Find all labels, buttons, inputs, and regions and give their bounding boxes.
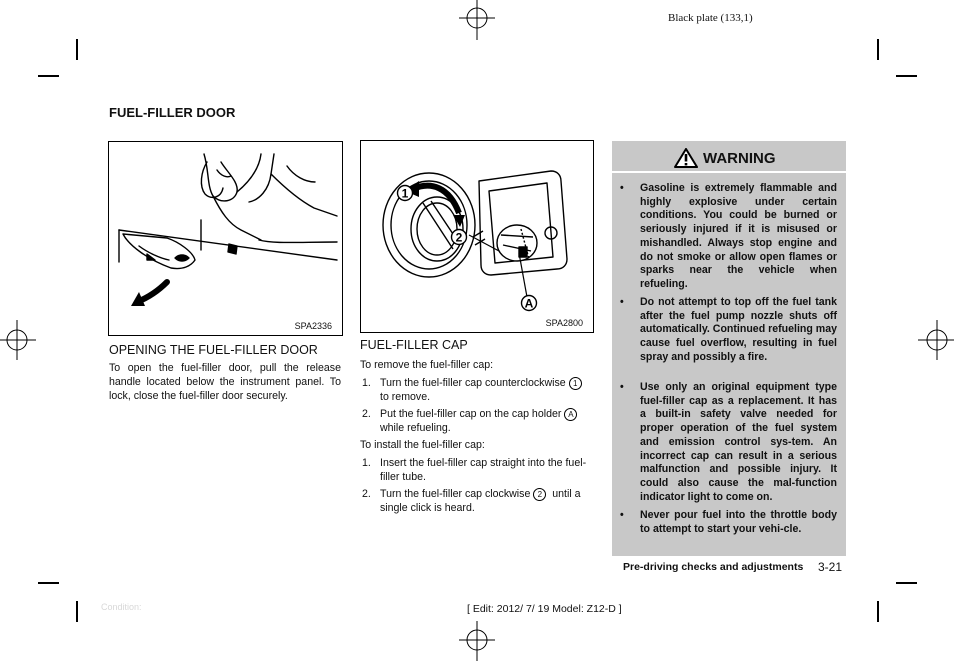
crop-mark — [877, 601, 879, 622]
opening-paragraph: To open the fuel-filler door, pull the release handle located below the instrument panel. To lock, close the fuel-filler door securely. — [109, 362, 341, 402]
warning-box: WARNING • Gasoline is extremely flammable and highly explosive under certain conditions. You could be burned or seriously injured if it is misused or mishandled. Always stop engine and do not smoke or allow open flames or sparks near the vehicle when refueling. • Do not attempt to top off the fuel tank after the fuel pump nozzle shuts off automatically. Continued refueling may cause fuel overflow, resulting in fuel spray and possibly a fire. • Use only an original equipment type fuel-filler cap as a replacement. It has a built-in safety valve needed for proper operation of the fuel system and emission control sys-tem. An incorrect cap can result in a serious malfunction and possible injury. It could also cause the mal-function indicator light to come on. • Never pour fuel into the throttle body to attempt to start your vehi-cle. — [612, 141, 846, 556]
warning-title: WARNING — [703, 150, 776, 167]
section-title: FUEL-FILLER DOOR — [109, 105, 236, 120]
figure-fuel-filler-cap — [360, 140, 594, 333]
footer-section-name: Pre-driving checks and adjustments — [623, 561, 804, 573]
subsection-title-opening: OPENING THE FUEL-FILLER DOOR — [109, 343, 318, 357]
warning-triangle-icon — [674, 148, 698, 168]
edit-info: [ Edit: 2012/ 7/ 19 Model: Z12-D ] — [467, 603, 622, 615]
crop-mark — [76, 39, 78, 60]
condition-label: Condition: — [101, 602, 142, 612]
callout-a — [522, 296, 537, 311]
crop-mark — [877, 39, 879, 60]
page-number: 3-21 — [818, 560, 843, 574]
svg-text:1: 1 — [401, 186, 409, 201]
crop-mark — [76, 601, 78, 622]
crop-mark — [38, 75, 59, 77]
callout-2 — [452, 230, 467, 245]
plate-label: Black plate (133,1) — [668, 12, 753, 24]
svg-text:A: A — [524, 296, 534, 311]
remove-intro: To remove the fuel-filler cap: — [360, 359, 494, 371]
registration-mark — [914, 318, 954, 362]
figure-fuel-door-release — [108, 141, 343, 336]
marker-1: 1 — [569, 377, 582, 390]
registration-mark — [0, 318, 40, 362]
marker-a: A — [564, 408, 577, 421]
figure-label: SPA2800 — [545, 318, 583, 328]
crop-mark — [896, 582, 917, 584]
registration-mark — [455, 0, 499, 44]
callout-1 — [398, 186, 413, 201]
install-intro: To install the fuel-filler cap: — [360, 439, 485, 451]
figure-label: SPA2336 — [294, 321, 332, 331]
crop-mark — [38, 582, 59, 584]
registration-mark — [455, 621, 499, 661]
svg-text:2: 2 — [455, 230, 463, 245]
subsection-title-cap: FUEL-FILLER CAP — [360, 338, 468, 352]
warning-header — [612, 141, 846, 173]
crop-mark — [896, 75, 917, 77]
marker-2: 2 — [533, 488, 546, 501]
